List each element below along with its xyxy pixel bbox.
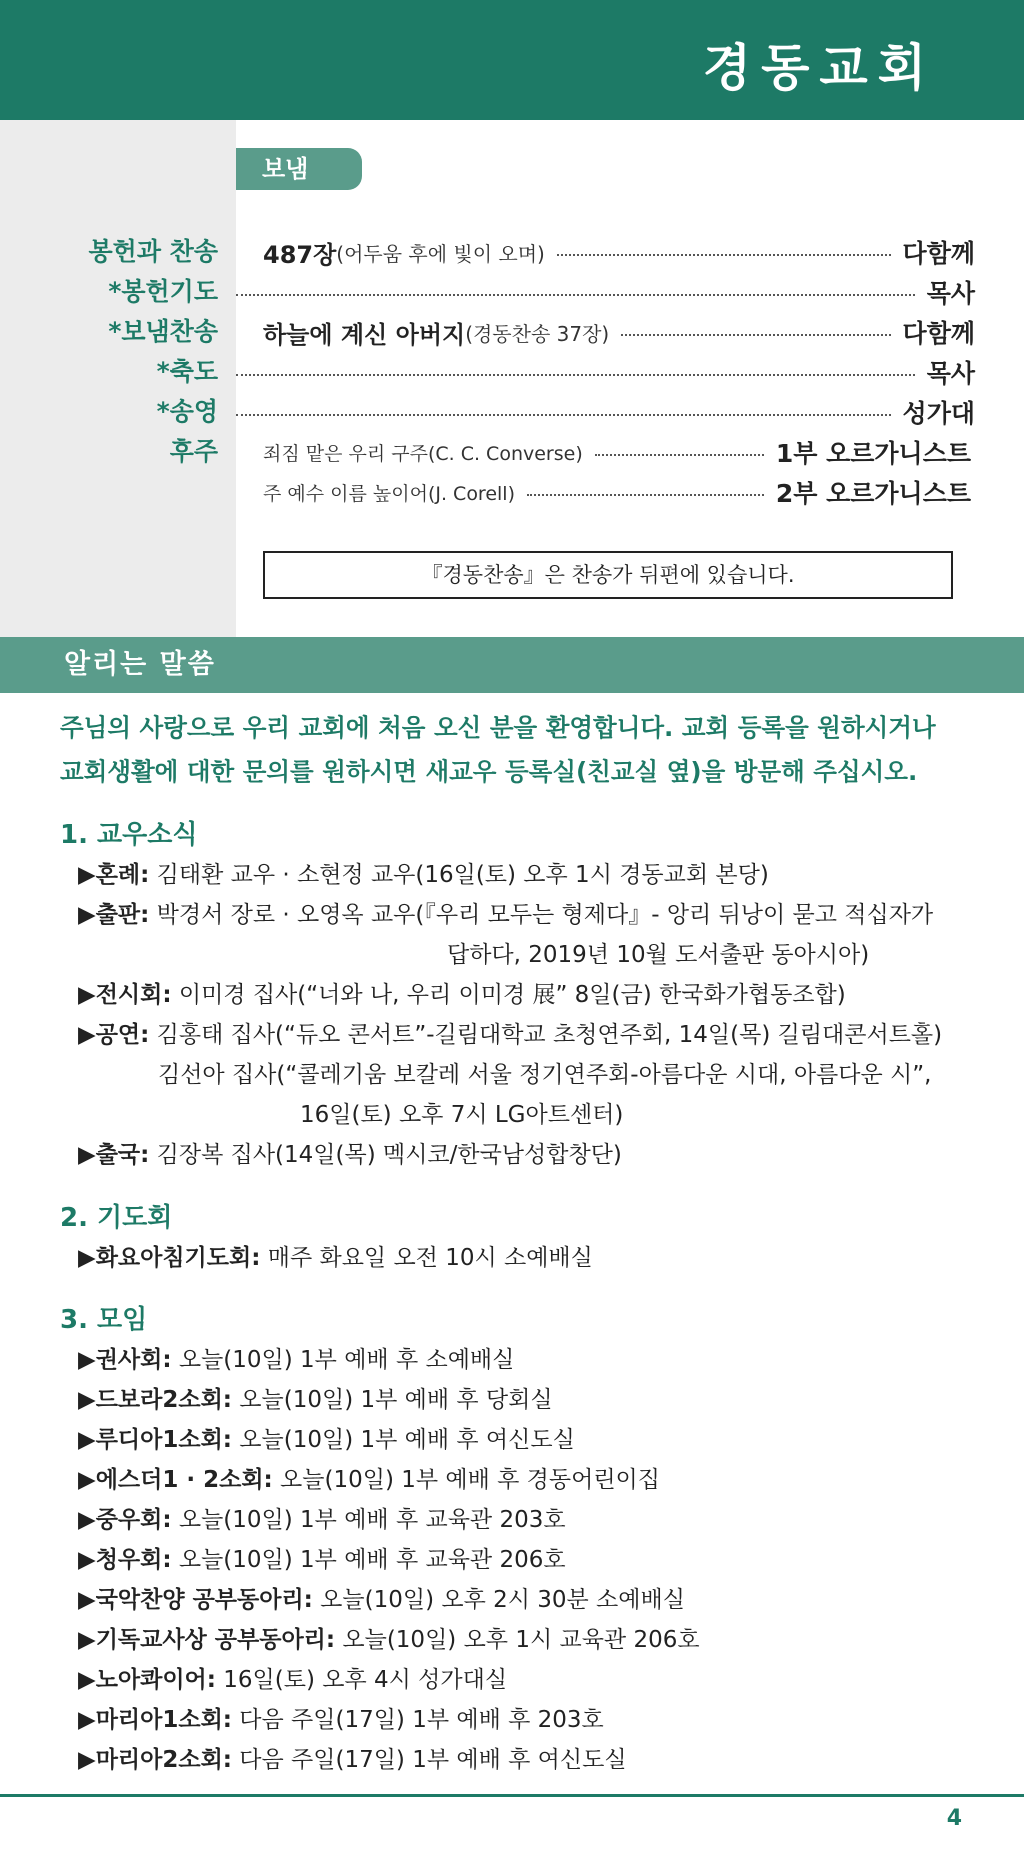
item-text: 다음 주일(17일) 1부 예배 후 203호 [231,1707,604,1733]
worship-row [0,352,1024,392]
worship-line [236,392,975,432]
list-item [78,975,846,1015]
list-item [78,1580,685,1620]
item-continuation: 김선아 집사(“콜레기움 보칼레 서울 정기연주회-아름다운 시대, 아름다운 시”, [158,1062,932,1088]
worship-label: *보냄찬송 [108,317,218,346]
church-name: 경동교회 [702,39,936,97]
worship-label: *봉헌기도 [108,277,218,306]
worship-line [236,272,975,312]
item-text: 김홍태 집사(“듀오 콘서트”-길림대학교 초청연주회, 14일(목) 길림대콘서트홀) [149,1022,943,1048]
item-text: 이미경 집사(“너와 나, 우리 이미경 展” 8일(금) 한국화가협동조합) [171,982,846,1008]
welcome-message [60,706,980,794]
item-key: ▶국악찬양 공부동아리: [78,1587,313,1613]
list-item [78,1620,700,1660]
item-key: ▶화요아침기도회: [78,1245,261,1271]
page-number: 4 [946,1806,962,1831]
worship-label: *송영 [156,397,218,426]
performer: 목사 [926,279,975,308]
worship-line [263,312,975,352]
item-key: ▶청우회: [78,1547,172,1573]
worship-label: 후주 [169,437,218,466]
item-key: ▶출판: [78,902,150,928]
section-tab-send: 보냄 [236,148,362,190]
section-title: 2. 기도회 [60,1203,173,1233]
worship-row [0,312,1024,352]
list-item [78,1500,566,1540]
item-key: ▶에스더1 · 2소회: [78,1467,273,1493]
list-item [78,1135,622,1175]
performer: 2부 오르가니스트 [775,479,971,508]
hymn-title: (어두움 후에 빛이 오며) [336,241,545,266]
list-item [78,1238,593,1278]
item-text: 오늘(10일) 오후 1시 교육관 206호 [335,1627,700,1653]
worship-line [236,352,975,392]
postlude-piece: 주 예수 이름 높이어(J. Corell) [263,482,515,505]
hymn-number: (경동찬송 37장) [465,321,610,346]
item-text: 오늘(10일) 1부 예배 후 소예배실 [171,1347,515,1373]
item-text: 오늘(10일) 1부 예배 후 경동어린이집 [272,1467,660,1493]
worship-row [0,232,1024,272]
item-key: ▶기독교사상 공부동아리: [78,1627,336,1653]
item-key: ▶전시회: [78,982,172,1008]
welcome-line: 교회생활에 대한 문의를 원하시면 새교우 등록실(친교실 옆)을 방문해 주십시오. [60,757,918,786]
performer: 다함께 [902,319,975,348]
list-item [78,1460,660,1500]
list-item [78,1660,507,1700]
hymnal-note: 『경동찬송』은 찬송가 뒤편에 있습니다. [263,551,953,599]
item-text: 다음 주일(17일) 1부 예배 후 여신도실 [231,1747,627,1773]
item-text: 박경서 장로 · 오영옥 교우(『우리 모두는 형제다』- 앙리 뒤낭이 묻고 적십자가 [149,902,934,928]
item-key: ▶노아콰이어: [78,1667,216,1693]
worship-row [0,392,1024,432]
worship-line [263,432,971,472]
item-continuation: 16일(토) 오후 7시 LG아트센터) [300,1102,624,1128]
leader-dots [236,294,915,296]
welcome-line: 주님의 사랑으로 우리 교회에 처음 오신 분을 환영합니다. 교회 등록을 원하시거나 [60,713,936,742]
worship-line [263,232,975,272]
item-key: ▶혼례: [78,862,150,888]
hymn-number: 487장 [263,240,337,269]
item-text: 오늘(10일) 1부 예배 후 교육관 203호 [171,1507,566,1533]
item-text: 오늘(10일) 1부 예배 후 여신도실 [231,1427,575,1453]
item-key: ▶권사회: [78,1347,172,1373]
performer: 다함께 [902,239,975,268]
item-text: 김태환 교우 · 소현정 교우(16일(토) 오후 1시 경동교회 본당) [149,862,769,888]
item-key: ▶중우회: [78,1507,172,1533]
performer: 성가대 [902,399,975,428]
worship-label: *축도 [156,357,218,386]
list-item [78,1540,566,1580]
leader-dots [621,334,890,336]
list-item [78,855,769,895]
item-text: 오늘(10일) 오후 2시 30분 소예배실 [312,1587,685,1613]
list-item [78,1380,553,1420]
list-item [78,1015,942,1055]
item-key: ▶공연: [78,1022,150,1048]
list-item [78,1700,604,1740]
item-text: 16일(토) 오후 4시 성가대실 [215,1667,508,1693]
notices-heading: 알리는 말씀 [0,637,1024,693]
performer: 1부 오르가니스트 [775,439,971,468]
worship-label: 봉헌과 찬송 [88,237,218,266]
item-continuation: 답하다, 2019년 10월 도서출판 동아시아) [447,942,870,968]
item-text: 매주 화요일 오전 10시 소예배실 [260,1245,593,1271]
item-text: 오늘(10일) 1부 예배 후 교육관 206호 [171,1547,566,1573]
item-text: 김장복 집사(14일(목) 멕시코/한국남성합창단) [149,1142,622,1168]
worship-line [263,472,971,512]
header-bar [0,0,1024,120]
hymn-title-main: 하늘에 계신 아버지 [263,320,466,349]
item-key: ▶드보라2소회: [78,1387,232,1413]
item-text: 오늘(10일) 1부 예배 후 당회실 [231,1387,553,1413]
item-key: ▶마리아1소회: [78,1707,232,1733]
list-item [78,895,933,935]
item-key: ▶마리아2소회: [78,1747,232,1773]
worship-row [0,472,1024,512]
item-key: ▶출국: [78,1142,150,1168]
leader-dots [557,254,891,256]
list-item [78,1340,514,1380]
postlude-piece: 죄짐 맡은 우리 구주(C. C. Converse) [263,442,583,465]
list-item [78,1740,627,1780]
section-title: 3. 모임 [60,1305,148,1335]
worship-row [0,432,1024,472]
item-key: ▶루디아1소회: [78,1427,232,1453]
leader-dots [236,414,891,416]
footer-divider [0,1794,1024,1797]
leader-dots [527,494,764,496]
performer: 목사 [926,359,975,388]
list-item [78,1420,575,1460]
leader-dots [595,454,764,456]
section-title: 1. 교우소식 [60,820,198,850]
worship-row [0,272,1024,312]
leader-dots [236,374,915,376]
